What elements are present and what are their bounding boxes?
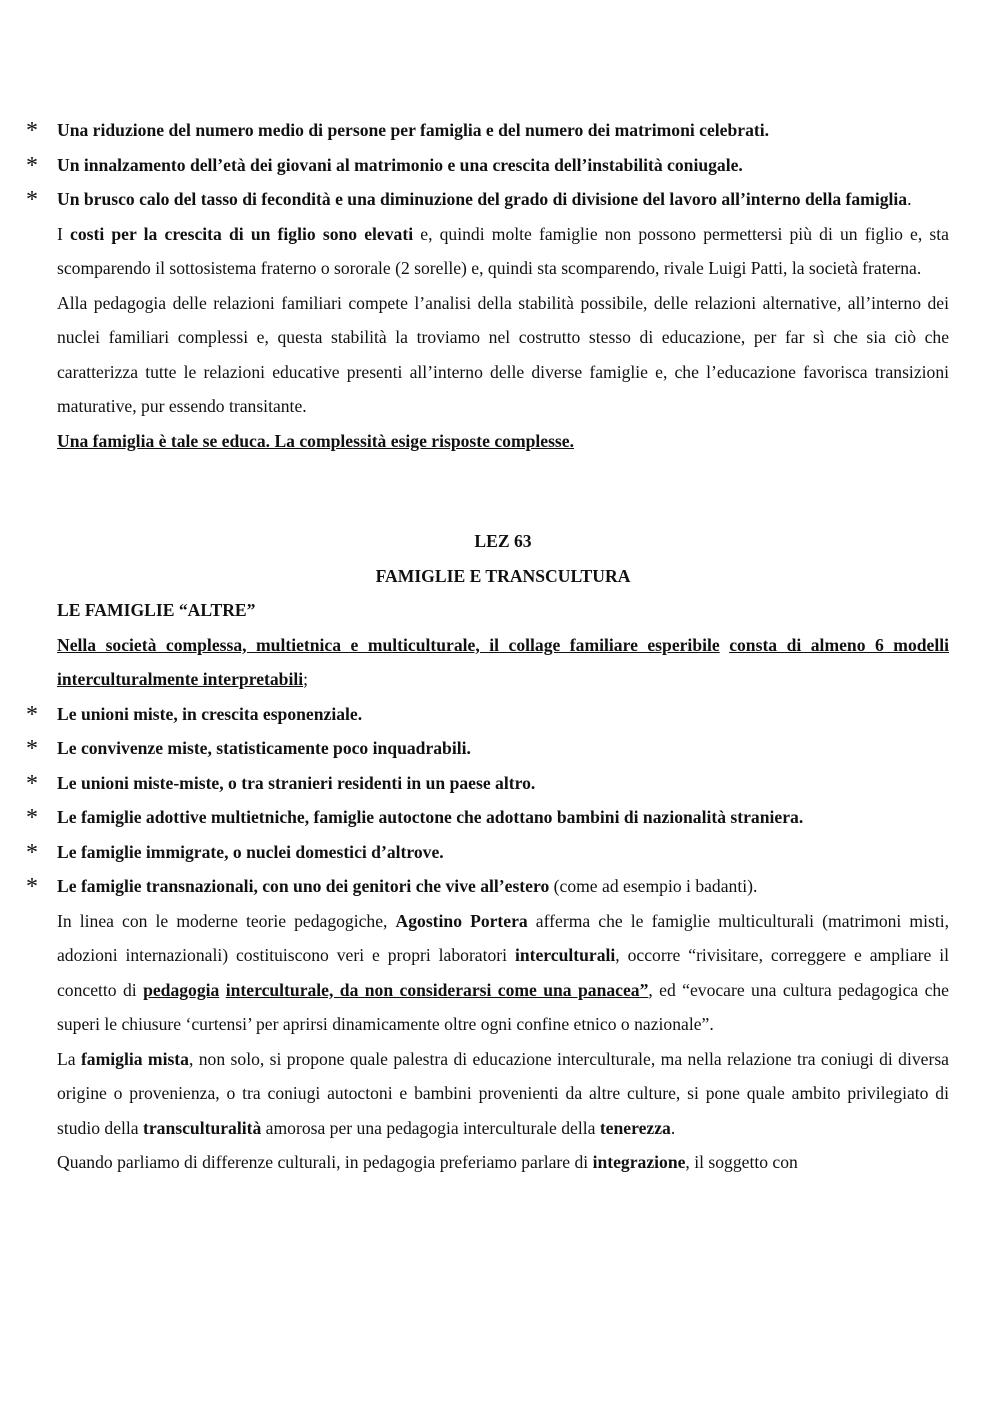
paragraph-famiglia-mista: La famiglia mista, non solo, si propone quale palestra di educazione interculturale, ma nella relazione tra coniugi di diversa origine o provenienza, o tra coniugi autoctoni e bambini provenienti da altre culture, si pone quale ambito privilegiato di studio della transculturalità amorosa per una pedagogia interculturale della tenerezza. bbox=[57, 1048, 949, 1138]
bullet-item: * Una riduzione del numero medio di persone per famiglia e del numero dei matrimoni celebrati. bbox=[57, 113, 949, 148]
paragraph-pedagogia: Alla pedagogia delle relazioni familiari compete l’analisi della stabilità possibile, delle relazioni alternative, all’interno dei nuclei familiari complessi e, questa stabilità la troviamo nel costrutto stesso di educazione, per far sì che sia ciò che caratterizza tutte le relazioni educative presenti all’interno delle diverse famiglie e, che l’educazione favorisca transizioni maturative, pur essendo transitante. bbox=[57, 292, 949, 416]
section-heading: LE FAMIGLIE “ALTRE” bbox=[57, 600, 256, 620]
bullet-item: * Un brusco calo del tasso di fecondità e una diminuzione del grado di divisione del lavoro all’interno della famiglia. bbox=[57, 182, 949, 217]
lesson-title: FAMIGLIE E TRANSCULTURA bbox=[375, 565, 631, 586]
paragraph-famiglia-educa: Una famiglia è tale se educa. La complessità esige risposte complesse. bbox=[57, 430, 574, 451]
bullet-item: * Le unioni miste, in crescita esponenziale. bbox=[57, 697, 949, 732]
paragraph-intro: Nella società complessa, multietnica e multiculturale, il collage familiare esperibile consta di almeno 6 modelli interculturalmente interpretabili; bbox=[57, 634, 949, 689]
lesson-number: LEZ 63 bbox=[474, 531, 532, 551]
bullet-item: * Le famiglie transnazionali, con uno dei genitori che vive all’estero (come ad esempio i badanti). bbox=[57, 869, 949, 904]
paragraph-portera: In linea con le moderne teorie pedagogiche, Agostino Portera afferma che le famiglie multiculturali (matrimoni misti, adozioni internazionali) costituiscono veri e propri laboratori interculturali, occorre “rivisitare, correggere e ampliare il concetto di pedagogia interculturale, da non considerarsi come una panacea”, ed “evocare una cultura pedagogica che superi le chiusure ‘curtensi’ per aprirsi dinamicamente oltre ogni confine etnico o nazionale”. bbox=[57, 910, 949, 1034]
bullet-item: * Le convivenze miste, statisticamente poco inquadrabili. bbox=[57, 731, 949, 766]
bullet-item: * Un innalzamento dell’età dei giovani al matrimonio e una crescita dell’instabilità coniugale. bbox=[57, 148, 949, 183]
bullet-item: * Le famiglie immigrate, o nuclei domestici d’altrove. bbox=[57, 835, 949, 870]
bullet-item: * Le unioni miste-miste, o tra stranieri residenti in un paese altro. bbox=[57, 766, 949, 801]
paragraph-costi: I costi per la crescita di un figlio sono elevati e, quindi molte famiglie non possono permettersi più di un figlio e, sta scomparendo il sottosistema fraterno o sororale (2 sorelle) e, quindi sta scomparendo, rivale Luigi Patti, la società fraterna. bbox=[57, 223, 949, 278]
bullet-item: * Le famiglie adottive multietniche, famiglie autoctone che adottano bambini di nazionalità straniera. bbox=[57, 800, 949, 835]
section-gap bbox=[57, 458, 949, 524]
paragraph-integrazione: Quando parliamo di differenze culturali, in pedagogia preferiamo parlare di integrazione, il soggetto con bbox=[57, 1152, 798, 1172]
document-page bbox=[57, 113, 949, 1180]
